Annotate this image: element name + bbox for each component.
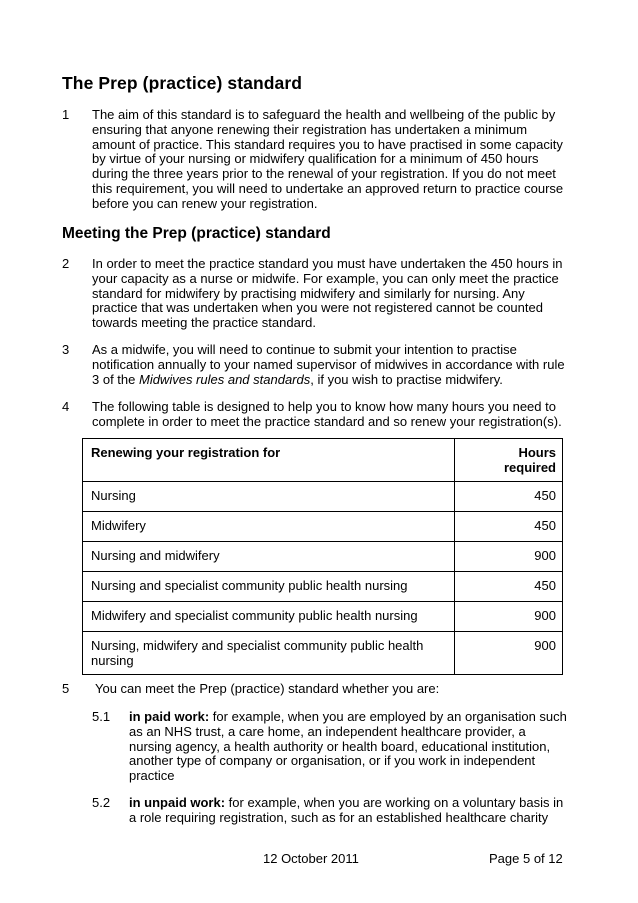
paragraph-text: The aim of this standard is to safeguard the health and wellbeing of the public by ensuring that anyone renewing their registration has undertaken a minimum amount of practice. This standard requires you to have practised in some capacity by virtue of your nursing or midwifery qualification for a minimum of 450 hours during the three years prior to the renewal of your registration. If you do not meet this requirement, you will need to undertake an approved return to practice course before you can renew your registration. [92,107,564,211]
subparagraph-text [129,796,567,826]
subparagraph-number: 5.1 [92,709,111,724]
hours-value: 900 [455,632,563,675]
subparagraph-5-1 [92,710,567,784]
table-row [83,542,563,572]
column-header: Hours required [455,439,563,482]
column-header: Renewing your registration for [83,439,455,482]
table-row [83,632,563,675]
registration-type: Nursing and midwifery [83,542,455,572]
registration-type: Nursing and specialist community public health nursing [83,572,455,602]
registration-type: Midwifery [83,512,455,542]
paragraph-2 [62,257,567,331]
footer-date: 12 October 2011 [263,851,359,866]
paragraph-number: 3 [62,342,70,357]
subparagraph-number: 5.2 [92,795,111,810]
paragraph-number: 2 [62,256,70,271]
hours-value: 450 [455,572,563,602]
subparagraph-text [129,710,567,784]
table-row [83,572,563,602]
text-segment: for example, when you are employed by an organisation such as an NHS trust, a care home, an independent healthcare provider, a nursing agency, a health authority or health board, educational institution, another type of company or organisation, or if you work in independent practice [129,709,567,784]
hours-value: 900 [455,602,563,632]
hours-value: 450 [455,482,563,512]
footer-page-number: Page 5 of 12 [489,851,563,866]
paragraph-number: 4 [62,399,70,414]
text-segment: , if you wish to practise midwifery. [310,371,503,387]
subparagraph-lead: in paid work: [129,709,210,724]
table-row [83,602,563,632]
table-row [83,482,563,512]
hours-value: 900 [455,542,563,572]
text-segment: As a midwife, you will need to continue to submit your intention to practise notification annually to your named supervisor of midwives in accordance with rule 3 of the [92,342,565,387]
section-heading: Meeting the Prep (practice) standard [62,225,331,242]
paragraph-3 [62,343,567,387]
registration-type: Nursing, midwifery and specialist community public health nursing [83,632,455,675]
paragraph-1 [62,108,567,212]
subparagraph-5-2 [92,796,567,826]
page-title: The Prep (practice) standard [62,73,303,93]
paragraph-5 [62,682,567,697]
paragraph-text: The following table is designed to help you to know how many hours you need to complete in order to meet the practice standard and so renew your registration(s). [92,399,562,429]
text-segment: for example, when you are working on a voluntary basis in a role requiring registration, such as for an established healthcare charity [129,795,564,825]
paragraph-text: You can meet the Prep (practice) standard whether you are: [95,681,440,696]
table-header-row [83,439,563,482]
registration-type: Nursing [83,482,455,512]
table-row [83,512,563,542]
subparagraph-lead: in unpaid work: [129,795,226,810]
italic-title: Midwives rules and standards [138,371,311,387]
hours-table [82,438,563,675]
hours-value: 450 [455,512,563,542]
paragraph-number: 5 [62,681,70,696]
registration-type: Midwifery and specialist community public health nursing [83,602,455,632]
paragraph-text: In order to meet the practice standard you must have undertaken the 450 hours in your capacity as a nurse or midwife. For example, you can only meet the practice standard for midwifery by practising midwifery and similarly for nursing. Any practice that was undertaken when you were not registered cannot be counted towards meeting the practice standard. [92,256,563,331]
paragraph-text [92,343,567,387]
paragraph-number: 1 [62,107,70,122]
paragraph-4 [62,400,567,430]
